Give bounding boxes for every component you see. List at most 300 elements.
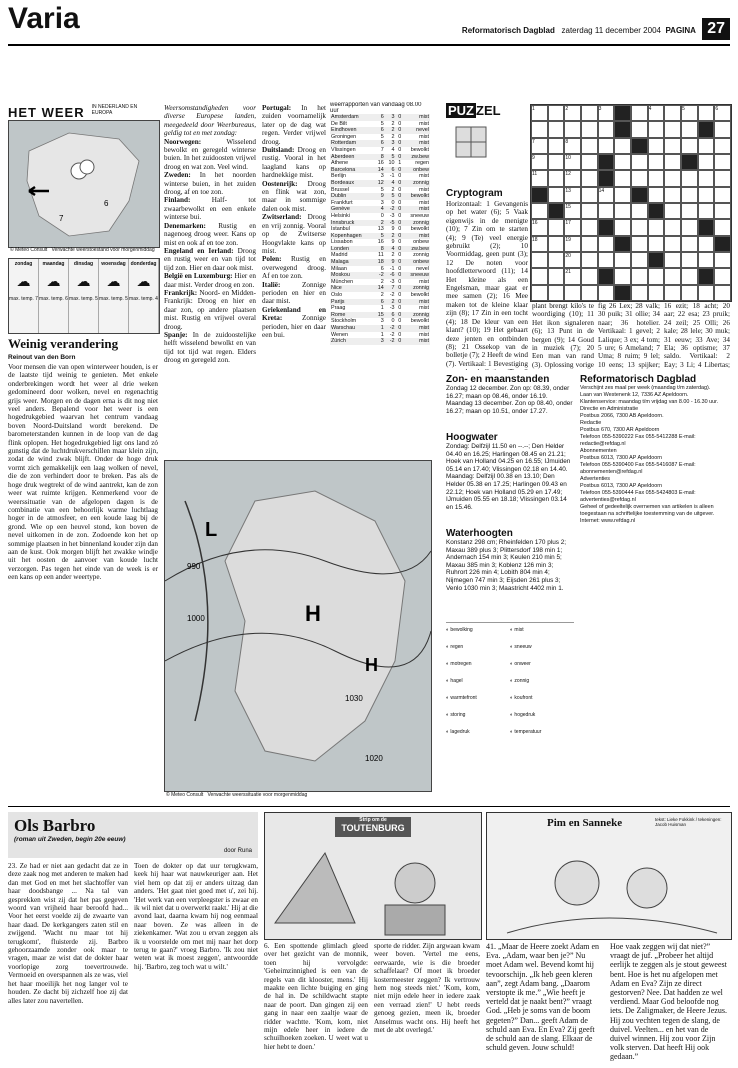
country-forecast: In het noorden winterse buien, in het zuiden droog, af en toe zon. — [164, 171, 256, 197]
crossword-cell[interactable] — [648, 138, 665, 154]
crossword-cell[interactable]: 10 — [564, 154, 581, 170]
crossword-cell[interactable] — [581, 154, 598, 170]
legend-symbol-icon: ◐ — [510, 661, 515, 667]
table-row — [330, 332, 430, 339]
crossword-cell[interactable]: 2 — [564, 105, 581, 121]
crossword-cell[interactable] — [598, 203, 615, 219]
crossword-cell[interactable] — [548, 268, 565, 284]
crossword-cell[interactable] — [714, 121, 731, 137]
crossword-cell[interactable]: 6 — [714, 105, 731, 121]
crossword-cell[interactable] — [681, 203, 698, 219]
forecast-day — [9, 259, 39, 333]
crossword-cell[interactable] — [614, 268, 631, 284]
table-cell: Istanbul — [331, 226, 350, 233]
crossword-cell[interactable]: 14 — [598, 187, 615, 203]
table-cell: Berlijn — [331, 173, 346, 180]
table-cell: -5 — [385, 220, 396, 227]
crossword-cell[interactable]: 7 — [531, 138, 548, 154]
crossword-cell[interactable] — [631, 236, 648, 252]
crossword-cell[interactable] — [581, 252, 598, 268]
crossword-cell[interactable] — [698, 105, 715, 121]
europe-land — [225, 491, 405, 761]
crossword-cell[interactable]: 12 — [564, 170, 581, 186]
crossword-cell[interactable] — [548, 219, 565, 235]
crossword-grid[interactable] — [530, 104, 732, 302]
crossword-cell[interactable] — [698, 236, 715, 252]
colophon-title: Reformatorisch Dagblad — [580, 374, 697, 385]
crossword-cell[interactable] — [648, 285, 665, 301]
crossword-cell[interactable] — [681, 121, 698, 137]
crossword-cell[interactable] — [631, 170, 648, 186]
crossword-cell[interactable]: 11 — [531, 170, 548, 186]
crossword-cell[interactable] — [548, 121, 565, 137]
low-pressure-mark: L — [205, 519, 218, 541]
table-cell: 3 — [380, 318, 384, 325]
crossword-cell[interactable] — [581, 138, 598, 154]
table-cell: regen — [415, 160, 429, 167]
crossword-cell[interactable] — [664, 121, 681, 137]
table-cell: mist — [402, 233, 430, 240]
crossword-cell[interactable] — [614, 219, 631, 235]
crossword-cell[interactable]: 1 — [531, 105, 548, 121]
country-name: België en Luxemburg: — [164, 272, 235, 281]
puzzle-title: Cryptogram — [446, 188, 503, 199]
table-cell: 2 — [391, 120, 395, 127]
table-cell: -6 — [385, 272, 396, 279]
weather-article-body: Voor mensen die van open winterweer houden, is er de laatste tijd weinig te genieten. Met enkele onderbrekingen wordt het weer al drie weken gedomineerd door wolken, nevel en regenachtig grijs weer. Morgen en de dagen erna is dit nog niet veel anders. Bepalend voor het weer is een hogedrukgebied waarvan het centrum vandaag boven Noord-Duitsland wordt berekend. De barometerstanden kunnen in de loop van de dag flink oplopen. Het hogedrukgebied ligt ons land zó gunstig dat de luchtdrukverschillen maar klein zijn, zodat de wind zwak blijft. Onder de hoge druk vormt zich gemakkelijk een laag wolken of nevel, die de zon verhindert door te breken. Pas als de hoge druk wegtrekt of de wind aantrekt, kan de zon weer wat ruimte krijgen. Kenmerkend voor de weerssituatie van de afgelopen dagen is de combinatie van een behoorlijk warme luchtlaag hoger in de atmosfeer, en een koude laag bij de grond. Wie op een heuvel stond, kon boven de nevel uitkomen in de zon. Zodoende kon het op sommige plaatsen in het binnenland kouder zijn dan aan de kust. Ook morgen blijft het zwakke windje uit het oosten de aanvoer van koude lucht verzorgen. Pas tegen het einde van de week is er een kans op een ander weertype. — [8, 363, 158, 582]
crossword-cell[interactable] — [614, 203, 631, 219]
crossword-cell[interactable]: 19 — [564, 236, 581, 252]
crossword-cell[interactable] — [664, 268, 681, 284]
crossword-cell[interactable] — [698, 170, 715, 186]
table-row — [330, 206, 430, 213]
crossword-cell[interactable] — [681, 268, 698, 284]
crossword-cell[interactable] — [581, 285, 598, 301]
table-cell: Barcelona — [330, 167, 374, 174]
crossword-cell[interactable] — [714, 170, 731, 186]
table-cell: 10 — [388, 160, 395, 167]
table-cell: mist — [419, 173, 429, 180]
table-cell: 5 — [374, 233, 385, 240]
hoogwater-section — [446, 432, 574, 511]
table-cell: 4 — [374, 206, 385, 213]
crossword-cell[interactable] — [681, 187, 698, 203]
serial-author: door Runa — [223, 848, 252, 854]
table-cell: Stockholm — [331, 318, 357, 325]
crossword-cell[interactable] — [664, 252, 681, 268]
crossword-cell[interactable] — [698, 285, 715, 301]
table-row — [330, 239, 430, 246]
table-cell: 4 — [391, 146, 395, 153]
country-name: Spanje: — [164, 330, 193, 339]
waterhoogten-title: Waterhoogten — [446, 528, 513, 539]
table-row — [330, 213, 430, 220]
legend-symbol-icon: ◐ — [510, 712, 515, 718]
country-name: Engeland en Ierland: — [164, 246, 238, 255]
country-name: Griekenland en Kreta: — [262, 305, 326, 323]
land-shape — [27, 133, 139, 236]
crossword-cell[interactable] — [581, 170, 598, 186]
forecast-day — [99, 259, 129, 333]
crossword-cell[interactable] — [581, 219, 598, 235]
crossword-cell[interactable] — [581, 203, 598, 219]
table-cell: 7 — [385, 285, 396, 292]
crossword-cell[interactable] — [648, 121, 665, 137]
table-cell: 14 — [374, 285, 385, 292]
table-cell: Praag — [331, 305, 346, 312]
crossword-cell[interactable] — [664, 285, 681, 301]
crossword-cell[interactable] — [581, 268, 598, 284]
crossword-cell — [614, 105, 631, 121]
table-cell: Genève — [330, 206, 374, 213]
crossword-cell[interactable] — [531, 252, 548, 268]
toutenburg-comic — [264, 812, 482, 940]
weather-article-title: Weinig verandering — [8, 336, 119, 351]
crossword-cell[interactable] — [664, 105, 681, 121]
crossword-cell[interactable] — [698, 203, 715, 219]
crossword-cell[interactable] — [531, 203, 548, 219]
crossword-cell[interactable] — [631, 219, 648, 235]
country-forecast: Droog en flink wat zon, maar in sommige dalen ook mist. — [262, 179, 326, 213]
crossword-cell — [548, 203, 565, 219]
table-cell: -1 — [389, 265, 395, 272]
colophon-line: Postbus 6013, 7300 AP Apeldoorn — [580, 455, 663, 461]
crossword-cell[interactable] — [614, 154, 631, 170]
legend-item — [510, 729, 572, 735]
section-title: Varia — [8, 2, 80, 35]
serial-header — [8, 812, 258, 858]
table-cell: mist — [402, 206, 430, 213]
crossword-cell[interactable] — [714, 187, 731, 203]
crossword-cell[interactable] — [664, 154, 681, 170]
map2-caption-text: Verwachte weerssituatie voor morgenmiddag — [207, 792, 308, 798]
crossword-cell[interactable] — [664, 138, 681, 154]
serial-subtitle: (roman uit Zweden, begin 20e eeuw) — [14, 836, 126, 843]
table-cell: 5 — [385, 154, 396, 161]
crossword-cell[interactable] — [531, 121, 548, 137]
country-name: Zwitserland: — [262, 213, 308, 222]
table-cell: 6 — [385, 167, 396, 174]
comic-shape — [395, 863, 435, 903]
europe-country-item — [262, 180, 326, 214]
table-cell: Innsbruck — [330, 220, 374, 227]
crossword-cell[interactable]: 20 — [564, 252, 581, 268]
europe-map-svg — [165, 461, 431, 791]
crossword-cell[interactable] — [581, 236, 598, 252]
crossword-cell[interactable] — [548, 105, 565, 121]
crossword-cell — [598, 154, 615, 170]
crossword-cell — [648, 203, 665, 219]
country-name: Duitsland: — [262, 146, 298, 155]
table-cell: mist — [402, 114, 430, 121]
crossword-cell[interactable]: 4 — [648, 105, 665, 121]
crossword-cell[interactable] — [648, 236, 665, 252]
table-cell: bewolkt — [410, 318, 429, 325]
crossword-cell[interactable] — [631, 154, 648, 170]
legend-label: motregen — [450, 661, 472, 667]
table-cell: 2 — [391, 133, 395, 140]
country-name: Italië: — [262, 280, 303, 289]
colophon-line: Telefoon 055-5390444 Fax 055-5424803 E-mail: advertenties@refdag.nl — [580, 490, 696, 503]
colophon-line: Abonnementen — [580, 448, 617, 454]
country-name: Denemarken: — [164, 221, 219, 230]
table-cell: -2 — [374, 272, 385, 279]
table-cell: mist — [419, 331, 429, 338]
table-cell: 9 — [374, 193, 385, 200]
table-row — [330, 292, 430, 299]
crossword-cell[interactable] — [664, 236, 681, 252]
table-cell: 0 — [395, 312, 402, 319]
table-cell: 0 — [398, 278, 402, 285]
crossword-cell[interactable]: 9 — [531, 154, 548, 170]
legend-label: lagedruk — [450, 729, 470, 735]
crossword-cell[interactable] — [681, 138, 698, 154]
europe-country-item — [164, 196, 256, 221]
temp-mark: 7 — [59, 214, 64, 223]
crossword-cell[interactable]: 17 — [564, 219, 581, 235]
table-cell: 1 — [380, 305, 384, 312]
crossword-cell[interactable] — [664, 187, 681, 203]
table-row — [330, 173, 430, 180]
forecast-temp: max. temp. 5 — [99, 296, 128, 302]
crossword-cell[interactable] — [631, 252, 648, 268]
crossword-cell[interactable] — [548, 170, 565, 186]
crossword-cell[interactable] — [714, 268, 731, 284]
colophon-line: Telefoon 055-5390400 Fax 055-5416087 E-mail: abonnementen@refdag.nl — [580, 462, 696, 475]
pim-sanneke-comic — [486, 812, 732, 940]
table-row — [330, 299, 430, 306]
country-forecast: Zonnige perioden, hier en daar een bui. — [262, 314, 326, 339]
table-row — [330, 279, 430, 286]
crossword-cell[interactable] — [698, 154, 715, 170]
table-row — [330, 272, 430, 279]
table-cell: Moskou — [330, 272, 374, 279]
table-cell: Brussel — [331, 186, 349, 193]
table-cell: onbew — [402, 259, 430, 266]
country-forecast: Droog en rustig. Vooral in het laagland kans op hardnekkige mist. — [262, 146, 326, 180]
puzzle-solution-2: 16 ezit; 18 acht; 20 aar; 22 esa; 23 pruik; 24 zeil; 25 Olli; 26 kale; 28 lele; 30 muk; 31 eeuw; 33 Ave; 34 Ela; 36 optisme; 37 saldo. Vertikaal: 2 Eay; 3 Li; 4 Libertas; — [664, 302, 730, 369]
table-cell: Madrid — [331, 252, 348, 259]
crossword-cell[interactable] — [714, 203, 731, 219]
serial-title: Ols Barbro — [14, 816, 96, 835]
table-cell: Lissabon — [331, 239, 353, 246]
issue-date: zaterdag 11 december 2004 — [561, 26, 661, 35]
legend-item — [446, 644, 508, 650]
table-cell: Wenen — [331, 331, 348, 338]
table-cell: 13 — [377, 226, 384, 233]
crossword-cell[interactable] — [714, 252, 731, 268]
crossword-cell[interactable] — [648, 170, 665, 186]
table-cell: sneeuw — [402, 272, 430, 279]
table-cell: 12 — [374, 180, 385, 187]
table-cell: sneeuw — [410, 212, 429, 219]
europe-country-item — [164, 171, 256, 196]
crossword-cell[interactable]: 3 — [598, 105, 615, 121]
crossword-cell[interactable] — [648, 154, 665, 170]
crossword-cell[interactable] — [714, 219, 731, 235]
crossword-cell[interactable] — [564, 285, 581, 301]
comic-title-small: Strip om de — [359, 817, 387, 823]
crossword-cell[interactable] — [614, 187, 631, 203]
table-cell: 1 — [374, 325, 385, 332]
table-cell: -2 — [385, 338, 396, 345]
table-cell: bewolkt — [410, 292, 429, 299]
crossword-cell[interactable] — [664, 219, 681, 235]
crossword-cell[interactable] — [531, 285, 548, 301]
table-cell: 0 — [398, 186, 402, 193]
table-cell: -3 — [389, 305, 395, 312]
crossword-cell[interactable]: 8 — [564, 138, 581, 154]
table-cell: München — [331, 278, 354, 285]
table-cell: 0 — [398, 318, 402, 325]
legend-item — [510, 678, 572, 684]
table-cell: 0 — [398, 212, 402, 219]
crossword-cell[interactable] — [698, 138, 715, 154]
crossword-cell[interactable]: 13 — [564, 187, 581, 203]
weather-table — [330, 114, 430, 345]
comic-shape — [555, 861, 599, 905]
country-forecast: Wisselend bewolkt en geregeld winterse buien. In het zuidoosten vrijwel droog en wat zon. Veel wind. — [164, 137, 256, 171]
table-cell: Oslo — [331, 292, 343, 299]
forecast-day-name: woensdag — [101, 261, 126, 267]
forecast-temp: max. temp. 6 — [39, 296, 68, 302]
crossword-cell[interactable] — [714, 285, 731, 301]
table-cell: 2 — [391, 186, 395, 193]
crossword-cell[interactable] — [581, 187, 598, 203]
weather-article-byline: Reinout van den Born — [8, 354, 76, 361]
crossword-cell[interactable]: 5 — [681, 105, 698, 121]
crossword-cell[interactable] — [648, 268, 665, 284]
crossword-cell[interactable] — [698, 252, 715, 268]
crossword-cell[interactable] — [548, 138, 565, 154]
puzzle-icon — [446, 122, 496, 162]
table-row — [330, 312, 430, 319]
pressure-label: 1020 — [365, 754, 383, 763]
country-forecast: Hier en daar mist. Verder droog en zon. — [164, 272, 256, 289]
country-name: Oostenrijk: — [262, 179, 308, 188]
cloud-icon: ☁ — [76, 273, 91, 289]
crossword-cell[interactable] — [581, 121, 598, 137]
table-cell: 6 — [374, 140, 385, 147]
comic-title: TOUTENBURG — [341, 823, 405, 833]
table-cell: Rome — [330, 312, 374, 319]
crossword-cell[interactable] — [714, 154, 731, 170]
country-forecast: Rustig en overwegend droog. Af en toe zon. — [262, 255, 326, 281]
crossword-cell[interactable] — [698, 187, 715, 203]
crossword-cell[interactable] — [548, 285, 565, 301]
crossword-cell[interactable] — [598, 285, 615, 301]
europe-country-item — [164, 272, 256, 289]
legend-label: warmtefront — [450, 695, 477, 701]
table-row — [330, 187, 430, 194]
legend-symbol-icon: ◐ — [446, 627, 451, 633]
table-cell: zw.bew — [402, 154, 430, 161]
crossword-cell[interactable] — [548, 154, 565, 170]
table-cell: 6 — [380, 265, 384, 272]
crossword-cell[interactable] — [614, 252, 631, 268]
comic-shape — [507, 918, 717, 933]
crossword-cell[interactable] — [714, 138, 731, 154]
crossword-cell[interactable] — [681, 236, 698, 252]
crossword-cell[interactable]: 16 — [531, 219, 548, 235]
table-cell: 8 — [374, 154, 385, 161]
crossword-cell[interactable] — [631, 268, 648, 284]
crossword-cell[interactable] — [631, 203, 648, 219]
crossword-cell[interactable] — [598, 252, 615, 268]
crossword-cell[interactable] — [648, 219, 665, 235]
crossword-cell[interactable] — [681, 170, 698, 186]
crossword-cell[interactable]: 18 — [531, 236, 548, 252]
puzzle-header-b: ZEL — [476, 103, 501, 118]
table-cell: Milaan — [331, 265, 347, 272]
table-cell: 0 — [398, 305, 402, 312]
table-cell: nevel — [402, 127, 430, 134]
table-cell: 14 — [374, 167, 385, 174]
legend-label: onweer — [514, 661, 531, 667]
crossword-cell[interactable] — [581, 105, 598, 121]
crossword-cell[interactable] — [598, 121, 615, 137]
crossword-cell[interactable] — [614, 138, 631, 154]
legend-symbol-icon: ◐ — [510, 678, 515, 684]
crossword-cell[interactable] — [548, 187, 565, 203]
table-cell: 5 — [380, 186, 384, 193]
crossword-cell[interactable] — [681, 285, 698, 301]
legend-label: hogedruk — [514, 712, 536, 718]
waterhoogten-section — [446, 528, 574, 592]
crossword-cell[interactable] — [681, 219, 698, 235]
serial-col-2: Toen de dokter op dat uur terugkwam, keek hij haar wat nauwkeuriger aan. Het viel hem op dat zij er anders uitzag dan anders. 'Het gaat niet goed met u', zei hij. 'Het werk van een verpleegster is zwaar en ik wil niet dat u overwerkt raakt.' Hij at die avond laat, daarna kwam hij nog eenmaal naar boven. Ze was alleen in de ziekenkamer. 'Wat zou u ervan zeggen als ik u voorstelde om met mij naar het dorp terug te gaan?' vroeg Barbro. 'Ik zou niet weten wat ik moest zeggen', antwoordde hij. 'Barbro, zeg toch wat u wilt.' — [134, 862, 258, 971]
comic-shape — [627, 868, 667, 908]
crossword-cell[interactable] — [648, 187, 665, 203]
table-cell: 0 — [380, 212, 384, 219]
colophon-line: Laan van Westenenk 12, 7336 AZ Apeldoorn. — [580, 392, 689, 398]
crossword-cell — [681, 154, 698, 170]
table-cell: Eindhoven — [330, 127, 374, 134]
crossword-cell — [698, 219, 715, 235]
crossword-cell[interactable] — [664, 170, 681, 186]
crossword-cell[interactable] — [531, 268, 548, 284]
country-name: Finland: — [164, 196, 212, 205]
temp-mark: 6 — [104, 199, 109, 208]
table-cell: Helsinki — [331, 212, 350, 219]
table-cell: -2 — [389, 292, 395, 299]
crossword-cell[interactable] — [664, 203, 681, 219]
table-cell: 4 — [385, 246, 396, 253]
crossword-cell[interactable] — [631, 121, 648, 137]
forecast-day — [129, 259, 159, 333]
crossword-cell[interactable] — [564, 121, 581, 137]
crossword-cell[interactable]: 15 — [564, 203, 581, 219]
colophon — [580, 374, 730, 794]
comic-shape — [385, 905, 445, 935]
crossword-cell[interactable] — [548, 252, 565, 268]
table-cell: Dublin — [330, 193, 374, 200]
table-cell: 5 — [380, 133, 384, 140]
legend-label: regen — [450, 644, 464, 650]
table-cell: mist — [419, 278, 429, 285]
crossword-cell[interactable] — [614, 170, 631, 186]
crossword-cell[interactable] — [598, 138, 615, 154]
crossword-cell[interactable] — [598, 236, 615, 252]
crossword-cell[interactable] — [681, 252, 698, 268]
table-row — [330, 220, 430, 227]
crossword-cell[interactable]: 21 — [564, 268, 581, 284]
crossword-cell[interactable] — [631, 105, 648, 121]
crossword-cell[interactable] — [631, 285, 648, 301]
hoogwater-title: Hoogwater — [446, 432, 498, 443]
table-cell: -2 — [385, 325, 396, 332]
crossword-cell[interactable] — [548, 236, 565, 252]
